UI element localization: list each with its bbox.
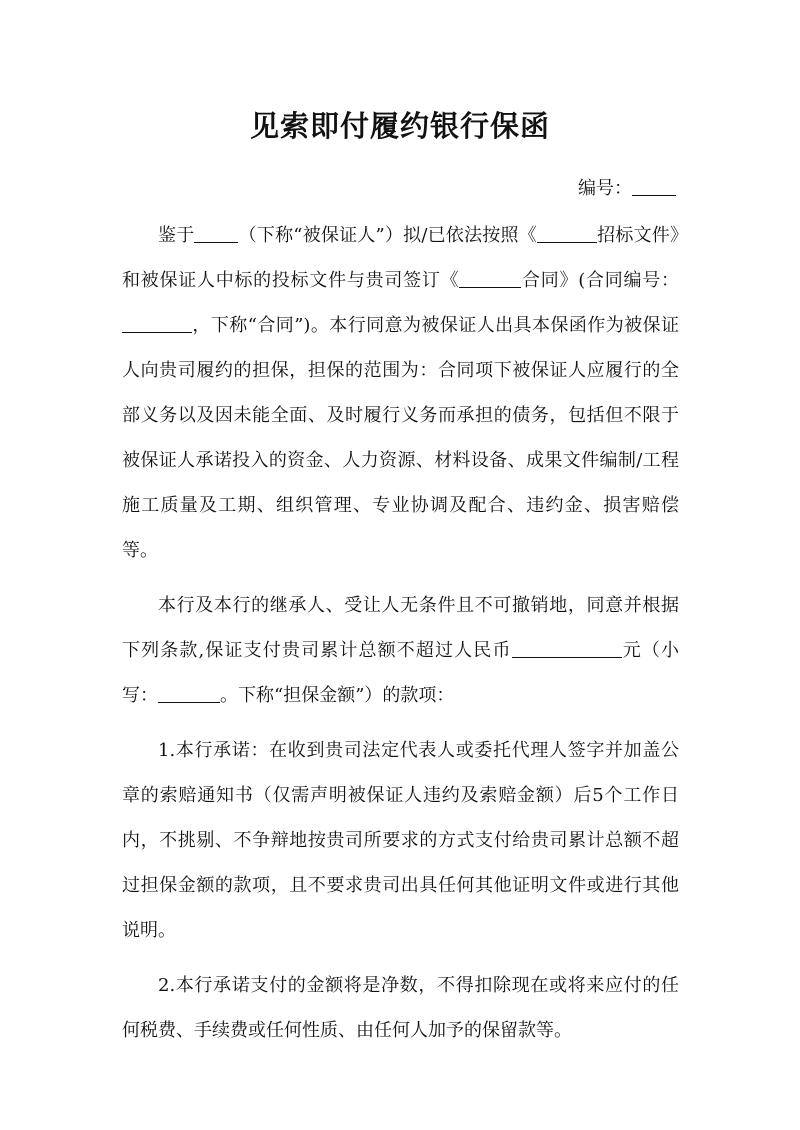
amount-blank [512,639,622,658]
recital-text-3: 招标文件》和被保证人中标的投标文件与贵司签订《 [122,225,680,291]
paragraph-recital [122,213,679,573]
amount-figures-blank [158,684,220,703]
guaranteed-party-blank [194,224,238,243]
document-title: 见索即付履约银行保函 [249,109,550,143]
document-number-label: 编号： [578,178,632,199]
amount-text-2: 元（小写： [122,640,679,706]
document-number-blank [632,177,676,196]
contract-name-blank [459,269,521,288]
document-number [578,174,676,204]
paragraph-clause-1: 1.本行承诺：在收到贵司法定代表人或委托代理人签字并加盖公章的索赔通知书（仅需声明被保证人违约及索赔金额）后5个工作日内，不挑剔、不争辩地按贵司所要求的方式支付给贵司累计总额不超过担保金额的款项，且不要求贵司出具任何其他证明文件或进行其他说明。 [122,740,679,941]
recital-text-2: （下称“被保证人”）拟/已依法按照《 [238,225,537,246]
recital-text-5: ，下称“合同”)。本行同意为被保证人出具本保函作为被保证人向贵司履约的担保，担保的范围为：合同项下被保证人应履行的全部义务以及因未能全面、及时履行义务而承担的债务，包括但不限于被保证人承诺投入的资金、人力资源、材料设备、成果文件编制/工程施工质量及工期、组织管理、专业协调及配合、违约金、损害赔偿等。 [122,315,679,561]
recital-text-4: 合同》(合同编号： [521,270,679,291]
document-body [122,213,679,1063]
recital-text-1: 鉴于 [158,225,195,246]
paragraph-guarantee-amount [122,583,679,718]
tender-doc-blank [537,224,597,243]
contract-number-blank [122,314,192,333]
paragraph-clause-2: 2.本行承诺支付的金额将是净数，不得扣除现在或将来应付的任何税费、手续费或任何性质、由任何人加予的保留款等。 [122,975,679,1041]
amount-text-3: 。下称“担保金额”）的款项： [220,685,455,706]
amount-text-1: 本行及本行的继承人、受让人无条件且不可撤销地，同意并根据下列条款,保证支付贵司累计总额不超过人民币 [122,595,679,661]
